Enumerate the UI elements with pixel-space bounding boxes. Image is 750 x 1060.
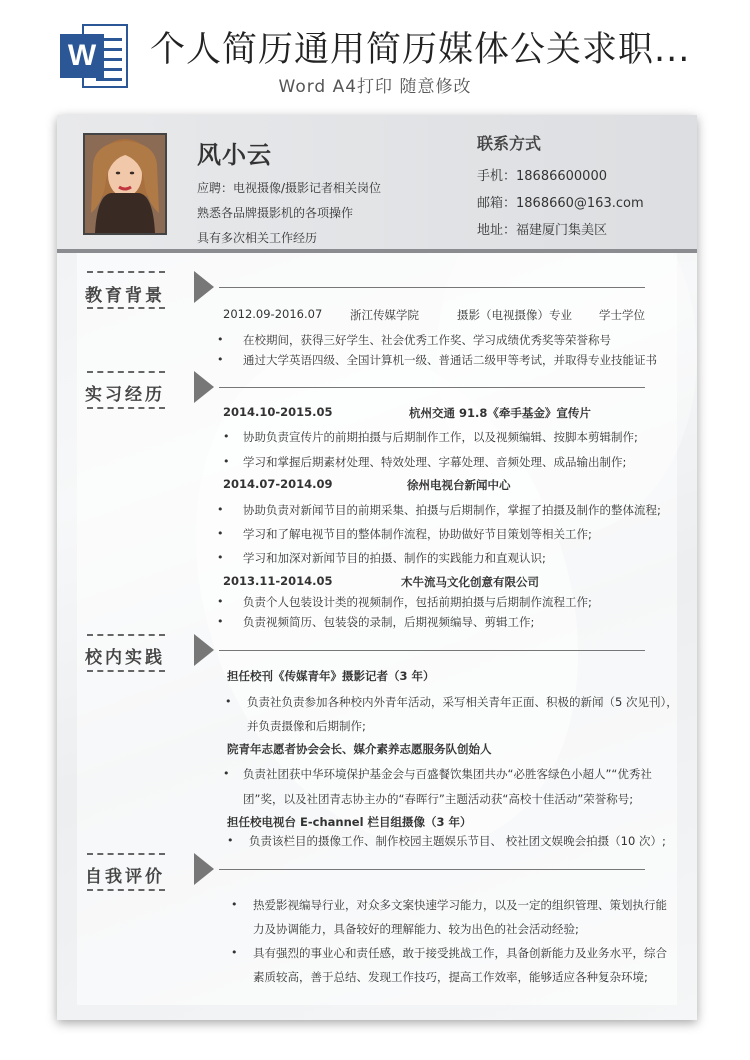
- word-icon-letter: W: [60, 34, 104, 78]
- list-item: 并负责摄像和后期制作;: [247, 719, 366, 733]
- list-item: 力及协调能力，具备较好的理解能力、较为出色的社会活动经验;: [253, 922, 579, 936]
- summary-line: 具有多次相关工作经历: [197, 231, 318, 245]
- section-arrow-icon: [194, 634, 214, 666]
- list-item: 素质较高，善于总结、发现工作技巧，提高工作效率，能够适应各种复杂环境;: [253, 970, 648, 984]
- list-item: 协助负责宣传片的前期拍摄与后期制作工作，以及视频编辑、按脚本剪辑制作;: [243, 430, 638, 444]
- contact-email: 邮箱：1868660@163.com: [477, 196, 644, 211]
- section-title-education: 教育背景: [85, 286, 165, 306]
- section-title-self-eval: 自我评价: [85, 867, 165, 887]
- section-dash: [87, 371, 165, 373]
- candidate-name: 风小云: [197, 141, 272, 169]
- edu-major: 摄影（电视摄像）专业: [457, 308, 572, 322]
- section-arrow-icon: [194, 371, 214, 403]
- list-item: 团”奖，以及社团青志协主办的“春晖行”主题活动获“高校十佳活动”荣誉称号;: [243, 792, 634, 806]
- list-item: 通过大学英语四级、全国计算机一级、普通话二级甲等考试，并取得专业技能证书: [243, 353, 657, 367]
- list-item: 在校期间，获得三好学生、社会优秀工作奖、学习成绩优秀奖等荣誉称号: [243, 333, 611, 347]
- list-item: 负责社团获中华环境保护基金会与百盛餐饮集团共办“必胜客绿色小超人”“优秀社: [243, 767, 652, 781]
- list-item: 负责视频简历、包装袋的录制，后期视频编导、剪辑工作;: [243, 615, 535, 629]
- section-dash: [87, 407, 165, 409]
- section-dash: [87, 853, 165, 855]
- contact-title: 联系方式: [477, 134, 542, 153]
- section-title-campus: 校内实践: [85, 648, 165, 668]
- section-rule: [219, 869, 645, 870]
- list-item: 具有强烈的事业心和责任感，敢于接受挑战工作，具备创新能力及业务水平，综合: [253, 946, 667, 960]
- list-item: 学习和掌握后期素材处理、特效处理、字幕处理、音频处理、成品输出制作;: [243, 455, 627, 469]
- summary-line: 熟悉各品牌摄影机的各项操作: [197, 206, 354, 220]
- job-org: 木牛流马文化创意有限公司: [401, 575, 539, 589]
- role-title: 担任校电视台 E-channel 栏目组摄像（3 年）: [227, 815, 472, 829]
- resume-page: 风小云 应聘：电视摄像/摄影记者相关岗位 熟悉各品牌摄影机的各项操作 具有多次相关工作经历 联系方式 手机：18686600000 邮箱：1868660@163.com 地址：福建厦门集美区 教育背景 2012.09-2016.07 浙江传媒学院 摄影（电视摄像）专业 学士学位 • 在校期间，获得三好学生、社会优秀工作奖、学习成绩优秀奖等荣誉称号 • 通过大学英语四级、全国计算机一级、普通话二级甲等考试，并取得专业技能证书 实习经历 2014.10-2015.05 杭州交通 91.8《牵手基金》宣传片 • 协助负责宣传片的前期拍摄与后期制作工作，以及视频编辑、按脚本剪辑制作; • 学习和掌握后期素材处理、特效处理、字幕处理、音频处理、成品输出制作; 2014.07-2014.09 徐州电视台新闻中心 • 协助负责对新闻节目的前期采集、拍摄与后期制作，掌握了拍摄及制作的整体流程; • 学习和了解电视节目的整体制作流程，协助做好节目策划等相关工作; • 学习和加深对新闻节目的拍摄、制作的实践能力和直观认识; 2013.11-2014.05 木牛流马文化创意有限公司 • 负责个人包装设计类的视频制作，包括前期拍摄与后期制作流程工作; • 负责视频简历、包装袋的录制，后期视频编导、剪辑工作; 校内实践 担任校刊《传媒青年》摄影记者（3 年） • 负责社负责参加各种校内外青年活动，采写相关青年正面、积极的新闻（5 次见刊）， 并负责摄像和后期制作; 院青年志愿者协会会长、媒介素养志愿服务队创始人 • 负责社团获中华环境保护基金会与百盛餐饮集团共办“必胜客绿色小超人”“优秀社 团”奖，以及社团青志协主办的“春晖行”主题活动获“高校十佳活动”荣誉称号; 担任校电视台 E-channel 栏目组摄像（3 年） • 负责该栏目的摄像工作、制作校园主题娱乐节目、 校社团文娱晚会拍摄（10 次）; 自我评价 • 热爱影视编导行业，对众多文案快速学习能力，以及一定的组织管理、策划执行能 力及协调能力，具备较好的理解能力、较为出色的社会活动经验; • 具有强烈的事业心和责任感，敢于接受挑战工作，具备创新能力及业务水平，综合 素质较高，善于总结、发现工作技巧，提高工作效率，能够适应各种复杂环境;: [57, 115, 697, 1020]
- page-title: 个人简历通用简历媒体公关求职...: [150, 30, 691, 70]
- job-period: 2013.11-2014.05: [223, 574, 333, 588]
- job-org: 杭州交通 91.8《牵手基金》宣传片: [409, 406, 591, 420]
- section-dash: [87, 634, 165, 636]
- avatar: [83, 133, 167, 235]
- section-dash: [87, 889, 165, 891]
- section-rule: [219, 650, 645, 651]
- role-title: 院青年志愿者协会会长、媒介素养志愿服务队创始人: [227, 742, 492, 756]
- page-subtitle: Word A4打印 随意修改: [278, 77, 472, 97]
- list-item: 学习和加深对新闻节目的拍摄、制作的实践能力和直观认识;: [243, 551, 546, 565]
- contact-address: 地址：福建厦门集美区: [477, 223, 608, 238]
- edu-degree: 学士学位: [599, 308, 645, 322]
- list-item: 负责个人包装设计类的视频制作，包括前期拍摄与后期制作流程工作;: [243, 595, 592, 609]
- header-divider: [57, 249, 697, 253]
- section-dash: [87, 271, 165, 273]
- section-arrow-icon: [194, 853, 214, 885]
- list-item: 协助负责对新闻节目的前期采集、拍摄与后期制作，掌握了拍摄及制作的整体流程;: [243, 503, 661, 517]
- section-rule: [219, 387, 645, 388]
- edu-school: 浙江传媒学院: [350, 308, 419, 322]
- job-period: 2014.07-2014.09: [223, 477, 333, 491]
- contact-phone: 手机：18686600000: [477, 169, 607, 184]
- edu-period: 2012.09-2016.07: [223, 307, 323, 321]
- list-item: 热爱影视编导行业，对众多文案快速学习能力，以及一定的组织管理、策划执行能: [253, 898, 667, 912]
- section-arrow-icon: [194, 271, 214, 303]
- section-dash: [87, 670, 165, 672]
- section-title-internship: 实习经历: [85, 385, 165, 405]
- role-title: 担任校刊《传媒青年》摄影记者（3 年）: [227, 669, 435, 683]
- job-org: 徐州电视台新闻中心: [407, 478, 511, 492]
- summary-line: 应聘：电视摄像/摄影记者相关岗位: [197, 181, 382, 195]
- list-item: 学习和了解电视节目的整体制作流程，协助做好节目策划等相关工作;: [243, 527, 592, 541]
- job-period: 2014.10-2015.05: [223, 405, 333, 419]
- section-rule: [219, 287, 645, 288]
- list-item: 负责社负责参加各种校内外青年活动，采写相关青年正面、积极的新闻（5 次见刊），: [247, 695, 678, 709]
- section-dash: [87, 307, 165, 309]
- list-item: 负责该栏目的摄像工作、制作校园主题娱乐节目、 校社团文娱晚会拍摄（10 次）;: [249, 834, 666, 848]
